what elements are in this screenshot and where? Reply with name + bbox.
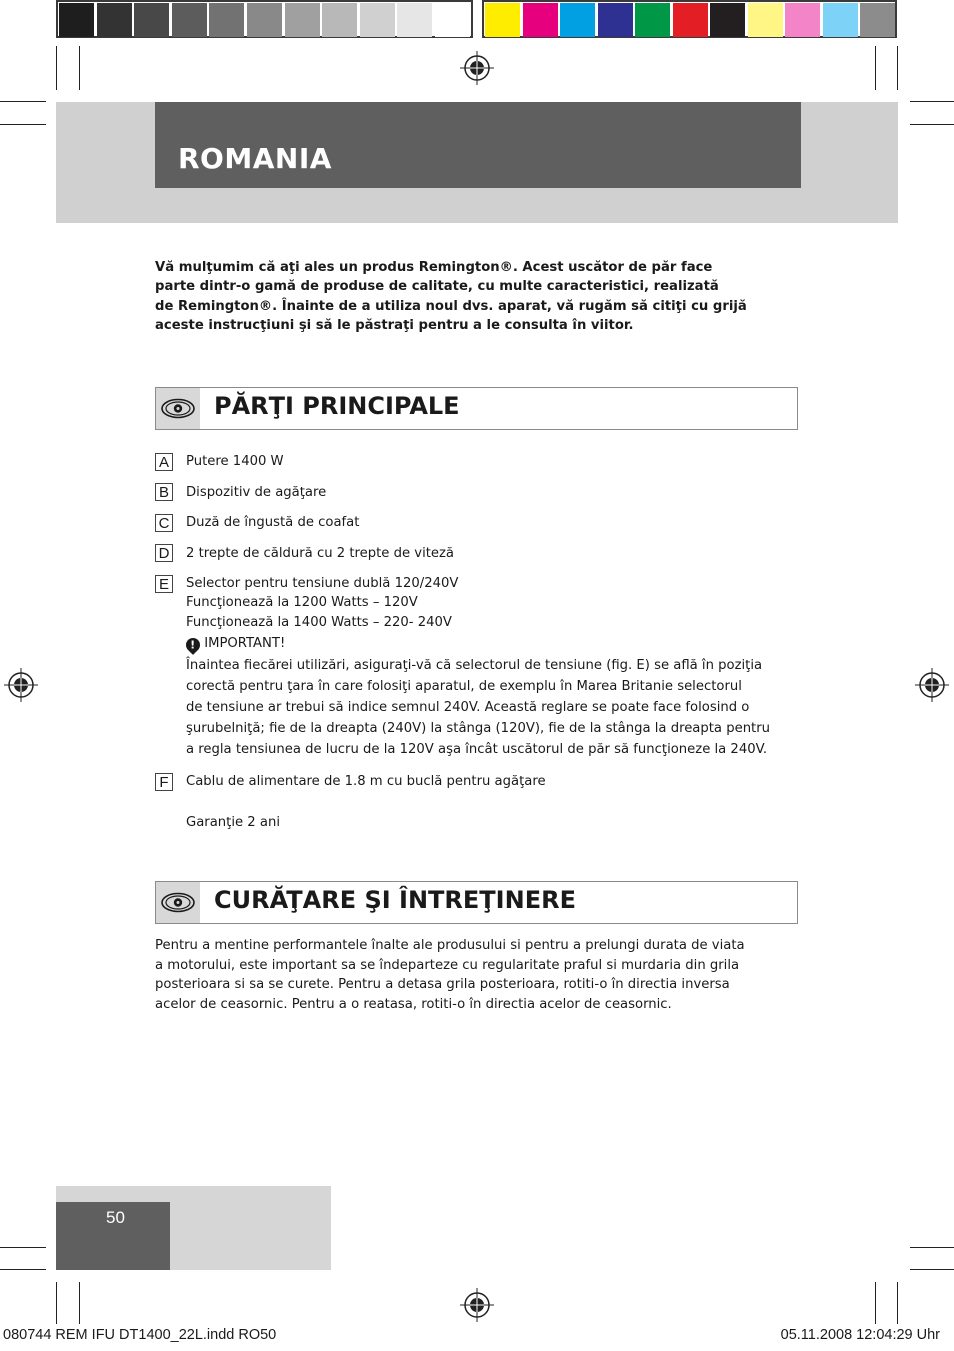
part-text-f: Cablu de alimentare de 1.8 m cu buclă pentru agăţare bbox=[186, 774, 546, 789]
color-swatch bbox=[748, 3, 783, 37]
registration-mark-icon bbox=[460, 1288, 494, 1322]
part-text-d: 2 trepte de căldură cu 2 trepte de viteză bbox=[186, 546, 455, 561]
part-letter-e: E bbox=[155, 575, 173, 593]
color-swatch bbox=[560, 3, 595, 37]
part-letter-f: F bbox=[155, 773, 173, 791]
color-swatch bbox=[710, 3, 745, 37]
intro-line: parte dintr-o gamă de produse de calitate, cu multe caracteristici, realizată bbox=[155, 279, 719, 295]
gray-swatch bbox=[322, 3, 357, 37]
warranty-text: Garanţie 2 ani bbox=[186, 815, 280, 830]
part-letter-b: B bbox=[155, 483, 173, 501]
color-swatch bbox=[598, 3, 633, 37]
cleaning-line: a motorului, este important sa se îndeparteze cu regularitate praful si murdaria din grila bbox=[155, 957, 740, 973]
part-text-e-line: Selector pentru tensiune dublă 120/240V bbox=[186, 576, 459, 591]
gray-swatch bbox=[97, 3, 132, 37]
voltage-note-line: de tensiune ar trebui să indice semnul 240V. Această reglare se poate face folosind o bbox=[186, 700, 750, 715]
gray-swatch bbox=[134, 3, 169, 37]
cleaning-line: acelor de ceasornic. Pentru a o reatasa, rotiti-o în directia acelor de ceasornic. bbox=[155, 996, 672, 1012]
section-heading-cleaning bbox=[155, 881, 798, 924]
section-heading-main-parts bbox=[155, 387, 798, 430]
cleaning-paragraph bbox=[155, 936, 795, 1014]
important-label: IMPORTANT! bbox=[204, 636, 286, 651]
part-text-a: Putere 1400 W bbox=[186, 454, 284, 469]
intro-line: Vă mulţumim că aţi ales un produs Remington®. Acest uscător de păr face bbox=[155, 260, 713, 275]
gray-swatch bbox=[209, 3, 244, 37]
color-swatch bbox=[523, 3, 558, 37]
part-letter-a: A bbox=[155, 453, 173, 471]
slug-timestamp: 05.11.2008 12:04:29 Uhr bbox=[780, 1327, 940, 1343]
eye-icon bbox=[156, 882, 200, 923]
section-icon-cell bbox=[156, 388, 200, 429]
part-text-c: Duză de îngustă de coafat bbox=[186, 515, 360, 530]
part-letter-d: D bbox=[155, 544, 173, 562]
voltage-note-line: a regla tensiunea de lucru de la 120V aşa încât uscătorul de păr să funcţioneze la 240V. bbox=[186, 742, 768, 757]
color-swatch bbox=[785, 3, 820, 37]
important-notice bbox=[186, 636, 285, 652]
color-swatch bbox=[673, 3, 708, 37]
section-title: CURĂŢARE ŞI ÎNTREŢINERE bbox=[214, 886, 576, 914]
voltage-note-line: Înaintea fiecărei utilizări, asiguraţi-vă că selectorul de tensiune (fig. E) se află în poziţia bbox=[186, 658, 763, 673]
page-number: 50 bbox=[106, 1208, 125, 1227]
intro-line: aceste instrucţiuni şi să le păstraţi pentru a le consulta în viitor. bbox=[155, 318, 634, 334]
registration-mark-icon bbox=[915, 668, 949, 702]
warning-icon: ! bbox=[183, 635, 203, 655]
color-swatch bbox=[823, 3, 858, 37]
gray-swatch bbox=[360, 3, 395, 37]
section-icon-cell bbox=[156, 882, 200, 923]
part-text-e-line: Funcţionează la 1400 Watts – 220- 240V bbox=[186, 615, 452, 630]
part-letter-c: C bbox=[155, 514, 173, 532]
color-swatch bbox=[635, 3, 670, 37]
intro-paragraph bbox=[155, 258, 785, 336]
gray-swatch bbox=[172, 3, 207, 37]
cleaning-line: Pentru a mentine performantele înalte ale produsului si pentru a prelungi durata de viata bbox=[155, 938, 745, 953]
color-swatch bbox=[485, 3, 520, 37]
eye-icon bbox=[156, 388, 200, 429]
gray-swatch bbox=[59, 3, 94, 37]
registration-mark-icon bbox=[460, 51, 494, 85]
voltage-note-line: corectă pentru ţara în care folosiţi aparatul, de exemplu în Marea Britanie selectorul bbox=[186, 679, 742, 694]
slug-file-info: 080744 REM IFU DT1400_22L.indd RO50 bbox=[3, 1327, 277, 1343]
intro-line: de Remington®. Înainte de a utiliza noul dvs. aparat, vă rugăm să citiţi cu grijă bbox=[155, 298, 747, 314]
gray-swatch bbox=[397, 3, 432, 37]
page-title: ROMANIA bbox=[178, 142, 332, 175]
cleaning-line: posterioara si sa se curete. Pentru a detasa grila posterioara, rotiti-o în directia inversa bbox=[155, 977, 730, 993]
section-title: PĂRŢI PRINCIPALE bbox=[214, 392, 460, 420]
gray-swatch bbox=[435, 3, 470, 37]
registration-mark-icon bbox=[4, 668, 38, 702]
part-text-b: Dispozitiv de agăţare bbox=[186, 485, 327, 500]
gray-swatch bbox=[247, 3, 282, 37]
color-swatch bbox=[860, 3, 895, 37]
gray-swatch bbox=[285, 3, 320, 37]
voltage-note-line: şurubelniţă; fie de la dreapta (240V) la stânga (120V), fie de la stânga la dreapta pentru bbox=[186, 721, 770, 736]
part-text-e-line: Funcţionează la 1200 Watts – 120V bbox=[186, 595, 418, 610]
